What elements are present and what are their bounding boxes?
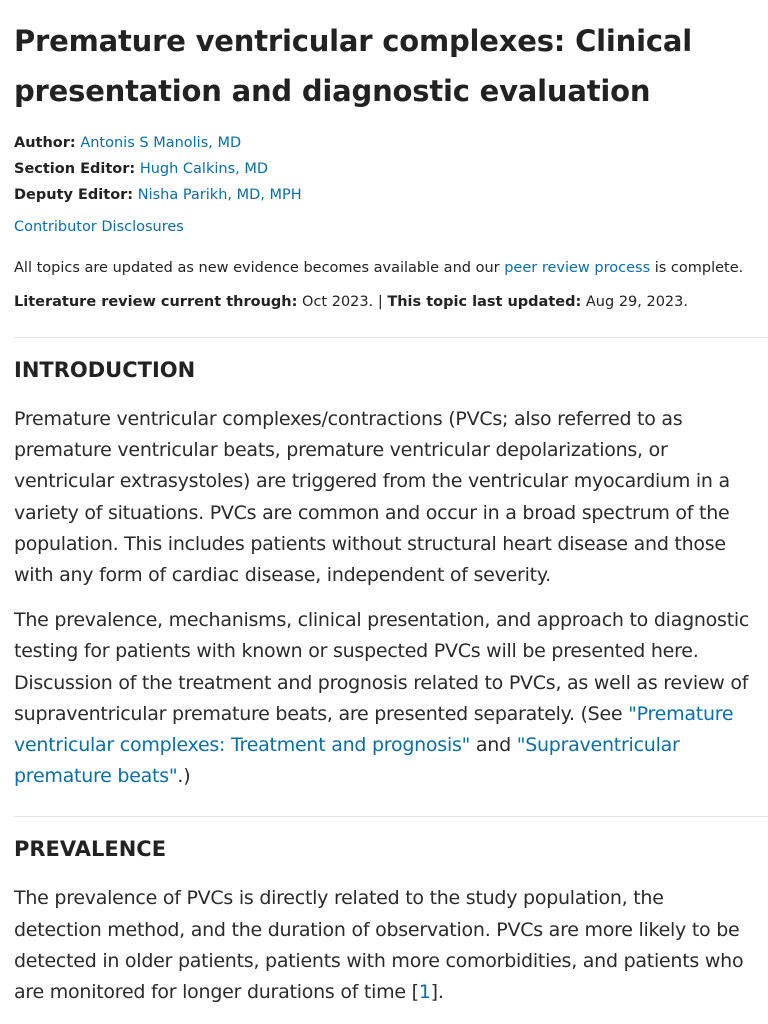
section-editor-link[interactable]: Hugh Calkins, MD	[139, 161, 269, 177]
deputy-editor-line	[14, 182, 754, 208]
section-heading-introduction: INTRODUCTION	[14, 358, 196, 382]
last-updated-value: Aug 29, 2023.	[581, 294, 688, 310]
prevalence-p1-text: The prevalence of PVCs is directly related to the study population, the detection method, and the duration of observation. PVCs are more likely to be detected in older patients, patients with more comorbidities, and patients who are monitored for longer durations of time [	[14, 887, 744, 1004]
author-line	[14, 130, 754, 156]
prevalence-p1-tail: ].	[430, 981, 444, 1004]
intro-paragraph-1: Premature ventricular complexes/contractions (PVCs; also referred to as premature ventricular beats, premature ventricular depolarizations, or ventricular extrasystoles) are triggered from the ventricular myocardium in a variety of situations. PVCs are common and occur in a broad spectrum of the population. This includes patients without structural heart disease and those with any form of cardiac disease, independent of severity.	[14, 408, 730, 587]
intro-paragraph-2	[14, 605, 754, 792]
intro-p2-mid: and	[470, 734, 517, 757]
divider	[14, 816, 768, 817]
divider	[14, 337, 768, 338]
section-editor-label: Section Editor:	[14, 161, 136, 177]
update-note-text: All topics are updated as new evidence becomes available and our	[14, 260, 505, 276]
prevalence-paragraph-1	[14, 883, 754, 1008]
deputy-editor-link[interactable]: Nisha Parikh, MD, MPH	[137, 187, 302, 203]
peer-review-link[interactable]: peer review process	[504, 260, 651, 276]
lit-review-label: Literature review current through:	[14, 294, 298, 310]
last-updated-label: This topic last updated:	[387, 294, 582, 310]
author-label: Author:	[14, 135, 76, 151]
section-heading-prevalence: PREVALENCE	[14, 837, 167, 862]
review-dates	[14, 291, 754, 313]
author-link[interactable]: Antonis S Manolis, MD	[80, 135, 242, 151]
update-note-tail: is complete.	[650, 260, 744, 276]
pvc-treatment-link[interactable]: "Premature ventricular complexes: Treatment and prognosis"	[14, 702, 734, 757]
contributor-disclosures-link[interactable]: Contributor Disclosures	[14, 219, 184, 235]
byline	[14, 130, 754, 208]
deputy-editor-label: Deputy Editor:	[14, 187, 134, 203]
reference-link[interactable]: 1	[418, 981, 431, 1004]
lit-review-value: Oct 2023. |	[297, 294, 388, 310]
article-title: Premature ventricular complexes: Clinical presentation and diagnostic evaluation	[14, 24, 692, 108]
update-note	[14, 257, 754, 279]
section-editor-line	[14, 156, 754, 182]
supraventricular-beats-link[interactable]: "Supraventricular premature beats"	[14, 734, 680, 788]
intro-p2-text: The prevalence, mechanisms, clinical presentation, and approach to diagnostic testing for patients with known or suspected PVCs will be presented here. Discussion of the treatment and prognosis related to PVCs, as well as review of supraventricular premature beats, are presented separately. (See	[14, 609, 750, 725]
intro-p2-tail: .)	[177, 765, 191, 788]
